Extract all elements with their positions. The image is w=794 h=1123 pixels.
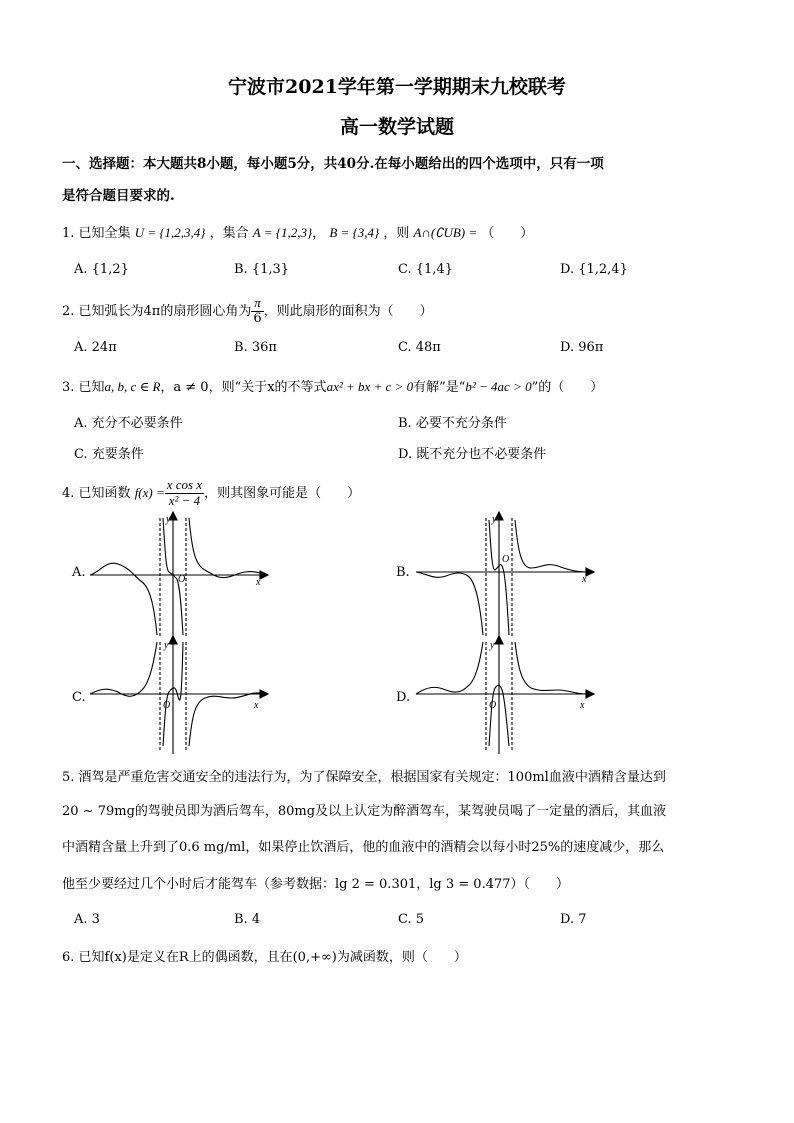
- q2-option-c: C. 48π: [398, 340, 441, 355]
- q4-function-name: f(x) =: [134, 484, 165, 500]
- x-label: x: [582, 574, 587, 585]
- q3-option-d: D. 既不充分也不必要条件: [398, 447, 547, 462]
- q4-text-end: ，则其图象可能是（ ）: [204, 485, 361, 501]
- q3-option-c: C. 充要条件: [74, 447, 144, 462]
- graph-label-c: C.: [72, 690, 86, 705]
- origin-label: O: [163, 700, 171, 711]
- graph-option-c: [90, 636, 270, 756]
- y-label: y: [490, 640, 495, 651]
- q1-answer-blank: （ ）: [481, 226, 534, 241]
- graph-option-d: [416, 636, 596, 756]
- question-5-line-1: 5. 酒驾是严重危害交通安全的违法行为，为了保障安全，根据国家有关规定：100ml血液中酒精含量达到: [62, 770, 666, 785]
- question-5-line-4: 他至少要经过几个小时后才能驾车（参考数据：lg 2 = 0.301，lg 3 = 0.477）（ ）: [62, 877, 570, 892]
- q1-option-d: D. {1,2,4}: [560, 262, 628, 277]
- q3-text-start: 3. 已知: [62, 380, 105, 395]
- curve-right-branch: [189, 693, 260, 746]
- x-axis-arrow: [586, 568, 594, 576]
- q3-discriminant: b² − 4ac > 0: [465, 379, 532, 394]
- graph-label-d: D.: [396, 690, 411, 705]
- exam-subtitle: 高一数学试题: [339, 116, 454, 138]
- graph-option-b: [416, 510, 596, 640]
- x-label: x: [254, 700, 259, 711]
- question-4: [62, 478, 360, 509]
- question-1: 1. 已知全集 U = {1,2,3,4} ，集合 A = {1,2,3}， B = {3,4} ，则 A∩(∁UB) = （ ）: [62, 225, 534, 241]
- q5-option-a: A. 3: [74, 912, 100, 927]
- x-label: x: [256, 577, 261, 588]
- q3-text-end: ”的（ ）: [531, 380, 604, 395]
- q2-option-b: B. 36π: [234, 340, 277, 355]
- exam-title: 宁波市2021学年第一学期期末九校联考: [228, 76, 566, 98]
- graph-label-a: A.: [72, 565, 86, 580]
- q1-option-a: A. {1,2}: [74, 262, 129, 277]
- question-5-line-2: 20 ~ 79mg的驾驶员即为酒后驾车，80mg及以上认定为醉酒驾车，某驾驶员喝了一定量的酒后，其血液: [62, 804, 667, 819]
- q1-set-a: A = {1,2,3}: [252, 225, 313, 240]
- y-label: y: [166, 514, 171, 525]
- y-axis-arrow: [169, 636, 177, 644]
- curve-right-branch: [515, 520, 586, 572]
- graph-label-b: B.: [396, 565, 410, 580]
- origin-label: O: [502, 554, 510, 565]
- origin-label: O: [489, 700, 497, 711]
- q1-expression: A∩(∁UB) =: [413, 225, 478, 240]
- q5-option-b: B. 4: [234, 912, 261, 927]
- q2-text-start: 2. 已知弧长为4π的扇形圆心角为: [62, 303, 252, 319]
- question-5-line-3: 中酒精含量上升到了0.6 mg/ml，如果停止饮酒后，他的血液中的酒精会以每小时25%的速度减少，那么: [62, 840, 665, 855]
- q3-option-b: B. 必要不充分条件: [398, 416, 507, 431]
- curve-left-branch: [90, 642, 157, 696]
- graph-option-a: [90, 510, 270, 640]
- y-label: y: [164, 640, 169, 651]
- question-3: [62, 376, 603, 395]
- q2-option-d: D. 96π: [560, 340, 604, 355]
- q4-fraction: $\frac{\text{x cos x}}{\text{x² − 4}}$: [166, 477, 203, 508]
- q1-then: ，则: [383, 226, 410, 241]
- x-axis-arrow: [260, 690, 268, 698]
- q5-option-c: C. 5: [398, 912, 425, 927]
- section-heading-line2: 是符合题目要求的.: [62, 188, 175, 204]
- question-6: 6. 已知f(x)是定义在R上的偶函数，且在(0,+∞)为减函数，则（ ）: [62, 950, 467, 965]
- q1-set-b: B = {3,4}: [329, 225, 380, 240]
- q5-option-d: D. 7: [560, 912, 587, 927]
- q3-inequality: ax² + bx + c > 0: [326, 379, 414, 394]
- q2-fraction: $\frac{\pi}{6}$: [253, 295, 262, 326]
- q4-text-start: 4. 已知函数: [62, 485, 131, 501]
- q3-vars: a, b, c ∈ R: [104, 379, 161, 394]
- x-axis-arrow: [586, 690, 594, 698]
- curve-left-branch: [90, 563, 157, 635]
- q1-universal-set: U = {1,2,3,4}: [134, 225, 206, 240]
- question-2: [62, 296, 433, 327]
- curve-left-branch: [416, 642, 483, 694]
- section-heading-line1: 一、选择题：本大题共8小题，每小题5分，共40分.在每小题给出的四个选项中，只有一项: [62, 156, 604, 172]
- q2-text-end: ，则此扇形的面积为（ ）: [263, 303, 433, 319]
- x-axis-arrow: [260, 571, 268, 579]
- y-label: y: [492, 514, 497, 525]
- q2-option-a: A. 24π: [74, 340, 117, 355]
- q1-option-b: B. {1,3}: [234, 262, 290, 277]
- y-axis-arrow: [495, 636, 503, 644]
- x-label: x: [580, 700, 585, 711]
- origin-label: O: [178, 574, 186, 585]
- curve-left-branch: [416, 572, 483, 635]
- q1-mid: ，集合: [209, 226, 249, 241]
- curve-right-branch: [189, 518, 260, 578]
- q1-option-c: C. {1,4}: [398, 262, 453, 277]
- q3-text-mid: 有解”是“: [413, 380, 466, 395]
- q3-condition: ，a ≠ 0，则“关于x的不等式: [160, 380, 327, 395]
- curve-right-branch: [515, 642, 586, 694]
- q3-option-a: A. 充分不必要条件: [74, 416, 183, 431]
- q1-prefix: 1. 已知全集: [62, 226, 131, 241]
